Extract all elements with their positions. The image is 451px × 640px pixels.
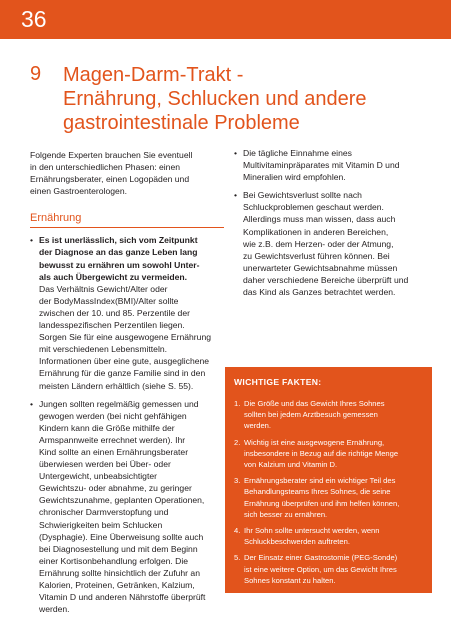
bullet-item <box>234 147 425 183</box>
intro-line: Ernährungsberater, einen Logopäden und <box>30 174 190 185</box>
text-line: • Bei Gewichtsverlust sollte nach <box>243 190 362 201</box>
header-bar <box>0 0 451 39</box>
text-line: wie z.B. dem Herzen- oder der Atmung, <box>243 238 394 249</box>
chapter-title-line: gastrointestinale Probleme <box>63 112 300 134</box>
chapter-title-line: Ernährung, Schlucken und andere <box>63 88 367 110</box>
text-line: Schluckbeschwerden auftreten. <box>244 537 350 547</box>
text-line: ist eine weitere Option, um das Gewicht Ihres <box>244 564 397 574</box>
text-line: Kalorien, Proteinen, Getränken, Kalzium, <box>39 580 195 590</box>
text-line: Der Einsatz einer Gastrostomie (PEG-Sonde) <box>244 553 398 563</box>
left-column <box>30 149 224 621</box>
right-column <box>234 147 425 304</box>
text-line: Informationen über eine gute, ausgeglichene <box>39 356 210 367</box>
chapter-title <box>63 63 433 135</box>
intro-line: Folgende Experten brauchen Sie eventuell <box>30 150 193 160</box>
text-line: Komplikationen in anderen Bereichen, <box>243 226 389 237</box>
key-fact-item <box>234 398 430 432</box>
bullet-item <box>30 234 224 391</box>
text-line: Kind sollte an einen Ernährungsberater <box>39 446 189 457</box>
text-line: der BodyMassIndex(BMI)/Alter sollte <box>39 295 179 306</box>
text-line: Ernährung für die ganze Familie sind in den <box>39 368 206 379</box>
text-line: bewusst zu ernähren um sowohl Unter- <box>39 259 200 270</box>
text-line: das Kind als Ganzes betrachtet werden. <box>243 287 396 298</box>
text-line: meisten Ländern erhältlich (siehe S. 55). <box>39 380 194 391</box>
key-fact-number: 4. <box>234 526 241 536</box>
text-line: bei Diagnosestellung und mit dem Beginn <box>39 543 198 554</box>
text-line: • Die tägliche Einnahme eines <box>243 148 352 158</box>
text-line: daher verschiedene Bereiche überprüft und <box>243 274 409 285</box>
text-line: werden. <box>244 421 272 431</box>
text-line: Schluckproblemen geschaut werden. <box>243 202 384 213</box>
text-line: überwiesen werden bei Über- oder <box>39 459 171 470</box>
key-fact-item <box>234 552 430 586</box>
text-line: landesspezifischen Perzentilen liegen. <box>39 320 185 331</box>
text-line: zwischen der 10. und 85. Perzentile der <box>39 307 190 318</box>
text-line: Multivitaminpräparates mit Vitamin D und <box>243 160 400 171</box>
key-fact-number: 3. <box>234 476 241 486</box>
key-fact-number: 5. <box>234 553 241 563</box>
text-line: • Jungen sollten regelmäßig gemessen und <box>39 398 199 409</box>
text-line: • Es ist unerlässlich, sich vom Zeitpunkt <box>39 235 198 246</box>
key-fact-item <box>234 475 430 520</box>
text-line: Mineralien wird empfohlen. <box>243 172 346 183</box>
text-line: Behandlungsteams Ihres Sohnes, die seine <box>244 487 391 497</box>
right-bullet-list <box>234 147 425 298</box>
key-fact-number: 2. <box>234 437 241 447</box>
text-line: werden. <box>39 604 70 615</box>
text-line: Ihr Sohn sollte untersucht werden, wenn <box>244 526 380 536</box>
text-line: chronischer Darmverstopfung und <box>39 507 169 518</box>
text-line: Sohnes konstant zu halten. <box>244 575 336 585</box>
text-line: Das Verhältnis Gewicht/Alter oder <box>39 283 168 294</box>
text-line: sich besser zu ernähren. <box>244 509 328 519</box>
chapter-title-line: Magen-Darm-Trakt - <box>63 64 244 86</box>
text-line: Vitamin D und anderen Nährstoffe überprüft <box>39 592 206 603</box>
text-line: Untergewicht, unbeabsichtigter <box>39 471 157 482</box>
text-line: unerwarteter Gewichtsabnahme müssen <box>243 262 398 273</box>
text-line: Schwierigkeiten beim Schlucken <box>39 519 163 530</box>
text-line: Die Größe und das Gewicht Ihres Sohnes <box>244 399 385 408</box>
text-line: der Diagnose an das ganze Leben lang <box>39 247 198 258</box>
section-heading-ernaehrung: Ernährung <box>30 211 224 228</box>
text-line: (Dysphagie). Eine Überweisung sollte auch <box>39 531 204 542</box>
key-facts-list <box>234 398 430 591</box>
bullet-item <box>234 189 425 298</box>
text-line: Wichtig ist eine ausgewogene Ernährung, <box>244 437 385 447</box>
text-line: Gewichtszunahme, geplanten Operationen, <box>39 495 205 506</box>
text-line: Ernährungsberater sind ein wichtiger Teil des <box>244 476 396 486</box>
intro-line: in den unterschiedlichen Phasen: einen <box>30 162 181 173</box>
text-line: sollten bei jedem Arztbesuch gemessen <box>244 410 378 420</box>
key-fact-number: 1. <box>234 399 241 408</box>
key-facts-title: WICHTIGE FAKTEN: <box>234 377 322 387</box>
left-bullet-list <box>30 234 224 615</box>
key-fact-item <box>234 437 430 471</box>
chapter-number: 9 <box>30 63 42 85</box>
text-line: Ernährung sollte hinsichtlich der Zufuhr an <box>39 567 200 578</box>
text-line: einer Kortisonbehandlung erfolgen. Die <box>39 555 189 566</box>
page-number: 36 <box>21 6 47 32</box>
text-line: von Kalzium und Vitamin D. <box>244 460 338 470</box>
text-line: als auch Übergewicht zu vermeiden. <box>39 271 188 282</box>
key-fact-item <box>234 525 430 547</box>
intro-paragraph <box>30 149 224 197</box>
bullet-item <box>30 398 224 616</box>
text-line: Armspannweite errechnet werden). Ihr <box>39 434 186 445</box>
text-line: Kindern kann die Größe mithilfe der <box>39 422 175 433</box>
intro-line: einen Gastroenterologen. <box>30 186 127 197</box>
text-line: Gewichtszu- oder abnahme, zu geringer <box>39 483 192 494</box>
text-line: Allerdings muss man wissen, dass auch <box>243 214 396 225</box>
text-line: zu Gewichtsverlust führen können. Bei <box>243 250 390 261</box>
text-line: mit verschiedenen Lebensmitteln. <box>39 344 168 355</box>
key-facts-box <box>225 367 432 593</box>
text-line: gewogen werden (bei nicht gehfähigen <box>39 410 187 421</box>
text-line: Sorgen Sie für eine ausgewogene Ernährung <box>39 332 211 343</box>
text-line: insbesondere in Bezug auf die richtige Menge <box>244 448 399 458</box>
text-line: Ernährung überprüfen und ihm helfen können, <box>244 498 400 508</box>
